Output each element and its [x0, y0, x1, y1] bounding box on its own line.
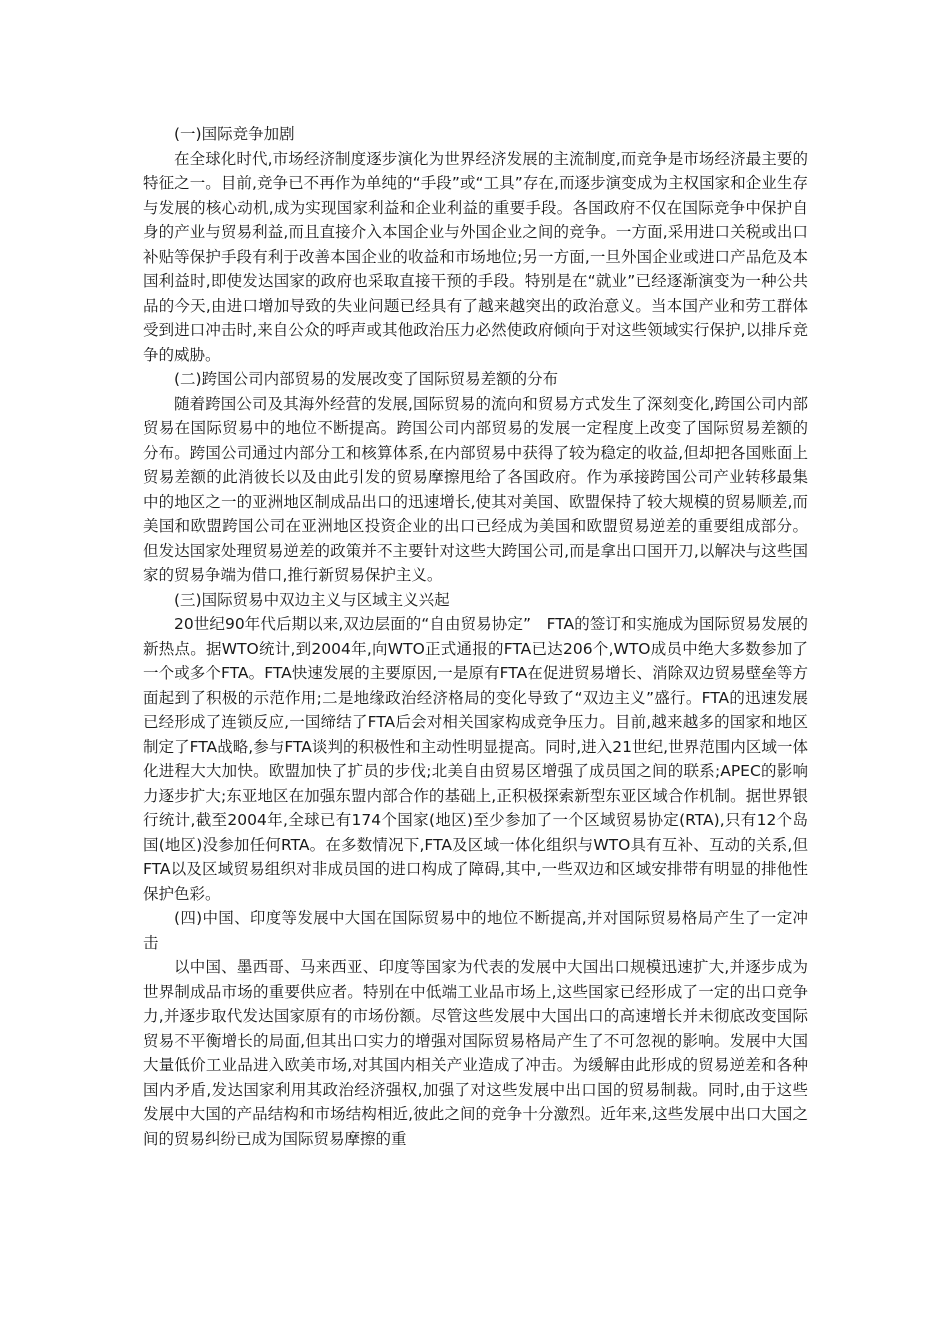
section-heading-3: (三)国际贸易中双边主义与区域主义兴起 [174, 590, 450, 609]
section-body-2: 随着跨国公司及其海外经营的发展,国际贸易的流向和贸易方式发生了深刻变化,跨国公司内部贸易在国际贸易中的地位不断提高。跨国公司内部贸易的发展一定程度上改变了国际贸易差额的分布。跨国公司通过内部分工和核算体系,在内部贸易中获得了较为稳定的收益,但却把各国账面上贸易差额的此消彼长以及由此引发的贸易摩擦甩给了各国政府。作为承接跨国公司产业转移最集中的地区之一的亚洲地区制成品出口的迅速增长,使其对美国、欧盟保持了较大规模的贸易顺差,而美国和欧盟跨国公司在亚洲地区投资企业的出口已经成为美国和欧盟贸易逆差的重要组成部分。但发达国家处理贸易逆差的政策并不主要针对这些大跨国公司,而是拿出口国开刀,以解决与这些国家的贸易争端为借口,推行新贸易保护主义。 [143, 394, 808, 584]
section-heading-1: (一)国际竞争加剧 [174, 125, 295, 143]
section-body-4: 以中国、墨西哥、马来西亚、印度等国家为代表的发展中大国出口规模迅速扩大,并逐步成为世界制成品市场的重要供应者。特别在中低端工业品市场上,这些国家已经形成了一定的出口竞争力,并逐步取代发达国家原有的市场份额。尽管这些发展中大国出口的高速增长并未彻底改变国际贸易不平衡增长的局面,但其出口实力的增强对国际贸易格局产生了不可忽视的影响。发展中大国大量低价工业品进入欧美市场,对其国内相关产业造成了冲击。为缓解由此形成的贸易逆差和各种国内矛盾,发达国家利用其政治经济强权,加强了对这些发展中出口国的贸易制裁。同时,由于这些发展中大国的产品结构和市场结构相近,彼此之间的竞争十分激烈。近年来,这些发展中出口大国之间的贸易纠纷已成为国际贸易摩擦的重 [143, 958, 808, 1148]
section-body-3: 20世纪90年代后期以来,双边层面的“自由贸易协定” FTA的签订和实施成为国际贸易发展的新热点。据WTO统计,到2004年,向WTO正式通报的FTA已达206个,WTO成员中绝大多数参加了一个或多个FTA。FTA快速发展的主要原因,一是原有FTA在促进贸易增长、消除双边贸易壁垒等方面起到了积极的示范作用;二是地缘政治经济格局的变化导致了“双边主义”盛行。FTA的迅速发展已经形成了连锁反应,一国缔结了FTA后会对相关国家构成竞争压力。目前,越来越多的国家和地区制定了FTA战略,参与FTA谈判的积极性和主动性明显提高。同时,进入21世纪,世界范围内区域一体化进程大大加快。欧盟加快了扩员的步伐;北美自由贸易区增强了成员国之间的联系;APEC的影响力逐步扩大;东亚地区在加强东盟内部合作的基础上,正积极探索新型东亚区域合作机制。据世界银行统计,截至2004年,全球已有174个国家(地区)至少参加了一个区域贸易协定(RTA),只有12个岛国(地区)没参加任何RTA。在多数情况下,FTA及区域一体化组织与WTO具有互补、互动的关系,但FTA以及区域贸易组织对非成员国的进口构成了障碍,其中,一些双边和区域安排带有明显的排他性保护色彩。 [143, 615, 808, 903]
section-heading-2: (二)跨国公司内部贸易的发展改变了国际贸易差额的分布 [174, 370, 559, 388]
section-heading-4: (四)中国、印度等发展中大国在国际贸易中的地位不断提高,并对国际贸易格局产生了一定冲击 [143, 909, 808, 952]
section-body-1: 在全球化时代,市场经济制度逐步演化为世界经济发展的主流制度,而竞争是市场经济最主要的特征之一。目前,竞争已不再作为单纯的“手段”或“工具”存在,而逐步演变成为主权国家和企业生存与发展的核心动机,成为实现国家利益和企业利益的重要手段。各国政府不仅在国际竞争中保护自身的产业与贸易利益,而且直接介入本国企业与外国企业之间的竞争。一方面,采用进口关税或出口补贴等保护手段有利于改善本国企业的收益和市场地位;另一方面,一旦外国企业或进口产品危及本国利益时,即使发达国家的政府也采取直接干预的手段。特别是在“就业”已经逐渐演变为一种公共品的今天,由进口增加导致的失业问题已经具有了越来越突出的政治意义。当本国产业和劳工群体受到进口冲击时,来自公众的呼声或其他政治压力必然使政府倾向于对这些领域实行保护,以排斥竞争的威胁。 [143, 149, 808, 364]
document-page [143, 122, 808, 1151]
